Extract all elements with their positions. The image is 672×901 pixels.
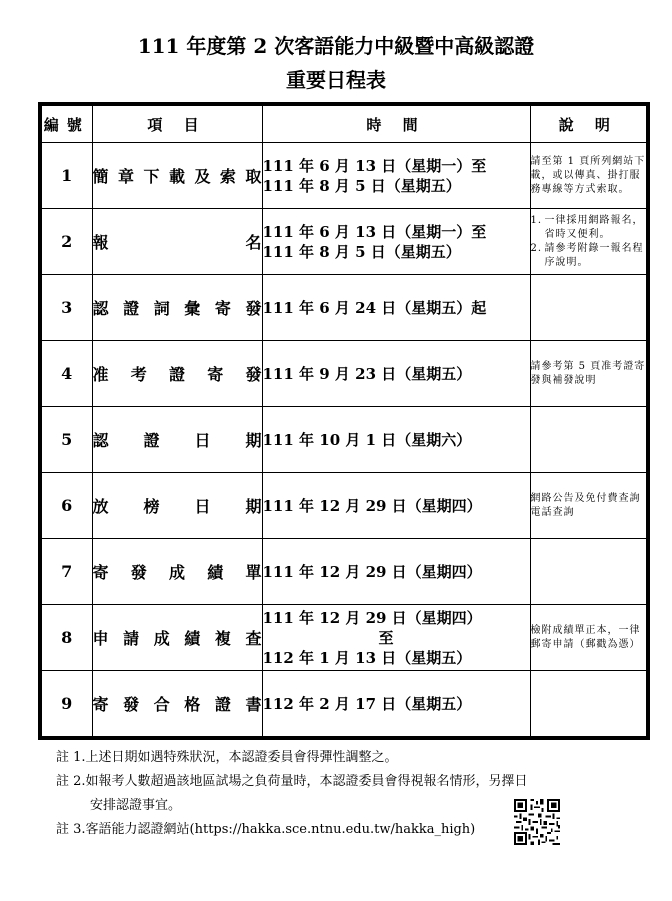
row-item xyxy=(92,605,262,671)
row-note: 檢附成績單正本，一律郵寄申請（郵戳為憑） xyxy=(530,605,648,671)
item-char: 證 xyxy=(168,365,185,384)
note-list-item xyxy=(531,242,647,270)
item-char: 查 xyxy=(245,629,262,648)
row-time xyxy=(262,539,530,605)
row-number: 6 xyxy=(40,473,92,539)
item-char: 日 xyxy=(194,497,211,516)
table-row xyxy=(40,341,648,407)
row-number: 9 xyxy=(40,671,92,739)
footnote-3: 註 3.客語能力認證網站(https://hakka.sce.ntnu.edu.tw/hakka_high) xyxy=(56,822,476,837)
row-number: 5 xyxy=(40,407,92,473)
table-row xyxy=(40,605,648,671)
item-char: 成 xyxy=(168,563,185,582)
table-row xyxy=(40,473,648,539)
item-char: 索 xyxy=(219,167,236,186)
time-line: 111 年 12 月 29 日（星期四） xyxy=(262,496,482,515)
item-char: 名 xyxy=(245,233,262,252)
row-time xyxy=(262,143,530,209)
item-char: 成 xyxy=(153,629,170,648)
row-item xyxy=(92,143,262,209)
header-item: 項 目 xyxy=(92,104,262,143)
item-char: 請 xyxy=(123,629,140,648)
time-line: 112 年 2 月 17 日（星期五） xyxy=(262,694,472,713)
item-char: 發 xyxy=(245,365,262,384)
item-char: 寄 xyxy=(92,695,109,714)
item-char: 績 xyxy=(207,563,224,582)
note-list-item xyxy=(531,214,647,242)
item-char: 期 xyxy=(245,431,262,450)
footnote-2: 註 2.如報考人數超過該地區試場之負荷量時，本認證委員會得視報名情形，另擇日 xyxy=(56,774,528,789)
row-note xyxy=(530,671,648,739)
row-item xyxy=(92,407,262,473)
item-char: 日 xyxy=(194,431,211,450)
footnote-1: 註 1.上述日期如遇特殊狀況，本認證委員會得彈性調整之。 xyxy=(56,750,398,765)
note-list-text: 一律採用網路報名，省時又便利。 xyxy=(544,214,644,240)
time-line: 111 年 8 月 5 日（星期五） xyxy=(262,176,461,195)
qr-code-icon xyxy=(514,799,560,845)
schedule-table xyxy=(38,102,650,740)
item-char: 載 xyxy=(168,167,185,186)
row-time xyxy=(262,209,530,275)
item-char: 詞 xyxy=(153,299,170,318)
table-row xyxy=(40,209,648,275)
table-row xyxy=(40,671,648,739)
row-number: 8 xyxy=(40,605,92,671)
row-item xyxy=(92,473,262,539)
row-note: 請至第 1 頁所列網站下載，或以傳真、掛打服務專線等方式索取。 xyxy=(530,143,648,209)
item-char: 考 xyxy=(130,365,147,384)
row-item xyxy=(92,539,262,605)
time-line: 111 年 12 月 29 日（星期四） xyxy=(262,608,482,627)
row-note xyxy=(530,275,648,341)
item-char: 認 xyxy=(92,431,109,450)
time-line: 111 年 8 月 5 日（星期五） xyxy=(262,242,461,261)
time-line: 111 年 6 月 13 日（星期一）至 xyxy=(262,156,487,175)
item-char: 單 xyxy=(245,563,262,582)
item-char: 證 xyxy=(214,695,231,714)
table-row xyxy=(40,407,648,473)
item-char: 合 xyxy=(153,695,170,714)
item-char: 寄 xyxy=(214,299,231,318)
row-note xyxy=(530,539,648,605)
item-char: 期 xyxy=(245,497,262,516)
row-note: 請參考第 5 頁准考證寄發與補發說明 xyxy=(530,341,648,407)
item-char: 證 xyxy=(143,431,160,450)
row-time xyxy=(262,473,530,539)
table-row xyxy=(40,143,648,209)
time-line: 111 年 10 月 1 日（星期六） xyxy=(262,430,472,449)
row-number: 1 xyxy=(40,143,92,209)
header-num: 編號 xyxy=(40,104,92,143)
time-line: 111 年 6 月 13 日（星期一）至 xyxy=(262,222,487,241)
time-line: 111 年 9 月 23 日（星期五） xyxy=(262,364,472,383)
header-note: 說 明 xyxy=(530,104,648,143)
row-note xyxy=(530,209,648,275)
note-list-number: 1. xyxy=(530,214,543,226)
row-note: 網路公告及免付費查詢電話查詢 xyxy=(530,473,648,539)
footnote-2-cont: 安排認證事宜。 xyxy=(90,798,182,813)
item-char: 下 xyxy=(143,167,160,186)
item-char: 寄 xyxy=(207,365,224,384)
table-row xyxy=(40,275,648,341)
item-char: 複 xyxy=(214,629,231,648)
item-char: 章 xyxy=(117,167,134,186)
item-char: 格 xyxy=(184,695,201,714)
item-char: 寄 xyxy=(92,563,109,582)
time-line: 至 xyxy=(378,628,394,647)
item-char: 績 xyxy=(184,629,201,648)
row-time xyxy=(262,671,530,739)
note-list-text: 請參考附錄一報名程序說明。 xyxy=(544,242,644,268)
table-row xyxy=(40,539,648,605)
table-header-row xyxy=(40,104,648,143)
item-char: 申 xyxy=(92,629,109,648)
row-time xyxy=(262,275,530,341)
item-char: 彙 xyxy=(184,299,201,318)
row-number: 2 xyxy=(40,209,92,275)
item-char: 發 xyxy=(123,695,140,714)
row-time xyxy=(262,407,530,473)
item-char: 認 xyxy=(92,299,109,318)
item-char: 放 xyxy=(92,497,109,516)
item-char: 取 xyxy=(245,167,262,186)
item-char: 簡 xyxy=(92,167,109,186)
note-list-number: 2. xyxy=(530,242,543,254)
row-item xyxy=(92,209,262,275)
row-item xyxy=(92,341,262,407)
item-char: 榜 xyxy=(143,497,160,516)
time-line: 111 年 6 月 24 日（星期五）起 xyxy=(262,298,487,317)
item-char: 書 xyxy=(245,695,262,714)
item-char: 准 xyxy=(92,365,109,384)
row-time xyxy=(262,605,530,671)
time-line: 111 年 12 月 29 日（星期四） xyxy=(262,562,482,581)
row-note xyxy=(530,407,648,473)
page-title: 111 年度第 2 次客語能力中級暨中高級認證 xyxy=(137,34,535,58)
row-number: 4 xyxy=(40,341,92,407)
item-char: 證 xyxy=(123,299,140,318)
item-char: 報 xyxy=(92,233,109,252)
row-time xyxy=(262,341,530,407)
row-number: 3 xyxy=(40,275,92,341)
row-item xyxy=(92,671,262,739)
row-item xyxy=(92,275,262,341)
item-char: 發 xyxy=(245,299,262,318)
item-char: 及 xyxy=(194,167,211,186)
time-line: 112 年 1 月 13 日（星期五） xyxy=(262,648,472,667)
footnotes xyxy=(56,746,528,842)
header-time: 時 間 xyxy=(262,104,530,143)
row-number: 7 xyxy=(40,539,92,605)
page-subtitle: 重要日程表 xyxy=(286,68,386,92)
item-char: 發 xyxy=(130,563,147,582)
